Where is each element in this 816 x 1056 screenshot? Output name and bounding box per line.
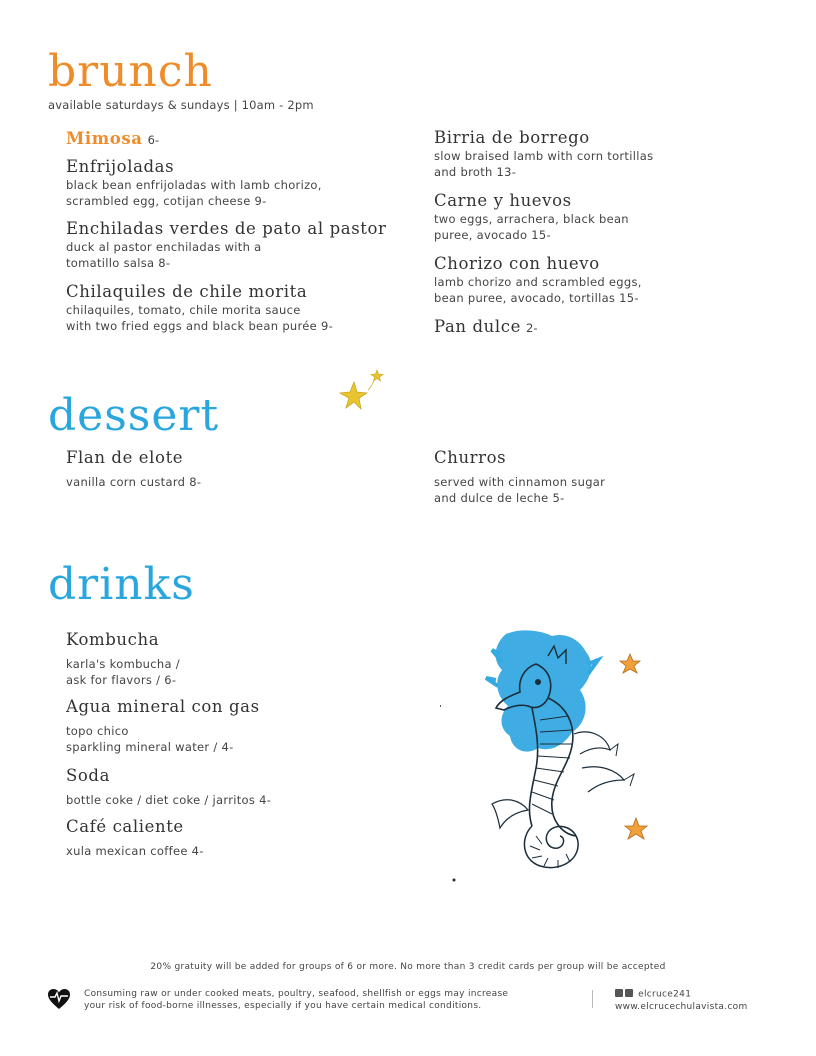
item-desc: and broth 13- xyxy=(434,165,517,179)
item-name: Enchiladas verdes de pato al pastor xyxy=(66,219,387,238)
seahorse-illustration xyxy=(440,624,670,886)
item-desc: two eggs, arrachera, black bean xyxy=(434,212,629,226)
item-name: Soda xyxy=(66,766,111,785)
item-name: Chilaquiles de chile morita xyxy=(66,282,308,301)
disclaimer-line: Consuming raw or under cooked meats, poultry, seafood, shellfish or eggs may increase xyxy=(84,989,509,999)
social-icons xyxy=(615,988,635,1000)
menu-item-soda xyxy=(66,766,271,808)
item-name: Enfrijoladas xyxy=(66,157,175,176)
item-name: Chorizo con huevo xyxy=(434,254,600,273)
menu-item-flan xyxy=(66,448,201,490)
item-desc: black bean enfrijoladas with lamb chorizo, xyxy=(66,178,322,192)
menu-item-churros xyxy=(434,448,605,506)
item-name: Kombucha xyxy=(66,630,160,649)
menu-item-mimosa xyxy=(66,129,159,149)
facebook-icon[interactable] xyxy=(615,989,623,997)
item-price: 2- xyxy=(526,321,538,335)
footer-divider xyxy=(592,990,593,1008)
item-name: Mimosa xyxy=(66,129,143,148)
item-name: Pan dulce xyxy=(434,317,521,336)
dessert-title: dessert xyxy=(48,390,220,441)
item-name: Agua mineral con gas xyxy=(66,697,260,716)
item-desc: scrambled egg, cotijan cheese 9- xyxy=(66,194,267,208)
menu-item-pan-dulce xyxy=(434,317,538,337)
item-desc: sparkling mineral water / 4- xyxy=(66,740,234,754)
item-name: Carne y huevos xyxy=(434,191,572,210)
social-handle[interactable]: elcruce241 xyxy=(638,989,692,1000)
social-handle-row xyxy=(615,988,748,1001)
item-name: Flan de elote xyxy=(66,448,184,467)
item-desc: chilaquiles, tomato, chile morita sauce xyxy=(66,303,301,317)
website-link[interactable]: www.elcrucechulavista.com xyxy=(615,1001,748,1012)
item-name: Café caliente xyxy=(66,817,184,836)
brunch-hours: available saturdays & sundays | 10am - 2pm xyxy=(48,98,314,112)
social-info xyxy=(615,988,748,1013)
item-desc: slow braised lamb with corn tortillas xyxy=(434,149,654,163)
item-desc: with two fried eggs and black bean purée 9- xyxy=(66,319,334,333)
drinks-title: drinks xyxy=(48,559,195,610)
disclaimer-line: your risk of food-borne illnesses, especially if you have certain medical conditions. xyxy=(84,1001,482,1011)
item-desc: puree, avocado 15- xyxy=(434,228,551,242)
item-desc: lamb chorizo and scrambled eggs, xyxy=(434,275,642,289)
menu-item-enfrijoladas xyxy=(66,157,322,209)
item-desc: and dulce de leche 5- xyxy=(434,491,565,505)
menu-item-kombucha xyxy=(66,630,180,688)
menu-item-birria xyxy=(434,128,653,180)
item-desc: tomatillo salsa 8- xyxy=(66,256,171,270)
item-desc: vanilla corn custard 8- xyxy=(66,475,202,489)
menu-item-cafe xyxy=(66,817,204,859)
item-price: 6- xyxy=(147,133,160,147)
item-desc: topo chico xyxy=(66,724,129,738)
brunch-title: brunch xyxy=(48,46,213,97)
item-desc: bottle coke / diet coke / jarritos 4- xyxy=(66,793,272,807)
item-desc: xula mexican coffee 4- xyxy=(66,844,204,858)
item-desc: bean puree, avocado, tortillas 15- xyxy=(434,291,639,305)
item-name: Birria de borrego xyxy=(434,128,590,147)
menu-item-enchiladas xyxy=(66,219,387,271)
menu-item-agua-mineral xyxy=(66,697,260,755)
menu-item-chorizo-con-huevo xyxy=(434,254,642,306)
food-safety-disclaimer xyxy=(84,988,508,1012)
heart-pulse-icon xyxy=(47,988,71,1010)
gratuity-note: 20% gratuity will be added for groups of 6 or more. No more than 3 credit cards per group will be accepted xyxy=(150,962,666,972)
item-desc: ask for flavors / 6- xyxy=(66,673,177,687)
menu-item-carne-y-huevos xyxy=(434,191,629,243)
item-name: Churros xyxy=(434,448,507,467)
item-desc: served with cinnamon sugar xyxy=(434,475,606,489)
item-desc: karla's kombucha / xyxy=(66,657,180,671)
instagram-icon[interactable] xyxy=(625,989,633,997)
menu-item-chilaquiles xyxy=(66,282,333,334)
star-icon xyxy=(336,368,388,414)
item-desc: duck al pastor enchiladas with a xyxy=(66,240,262,254)
